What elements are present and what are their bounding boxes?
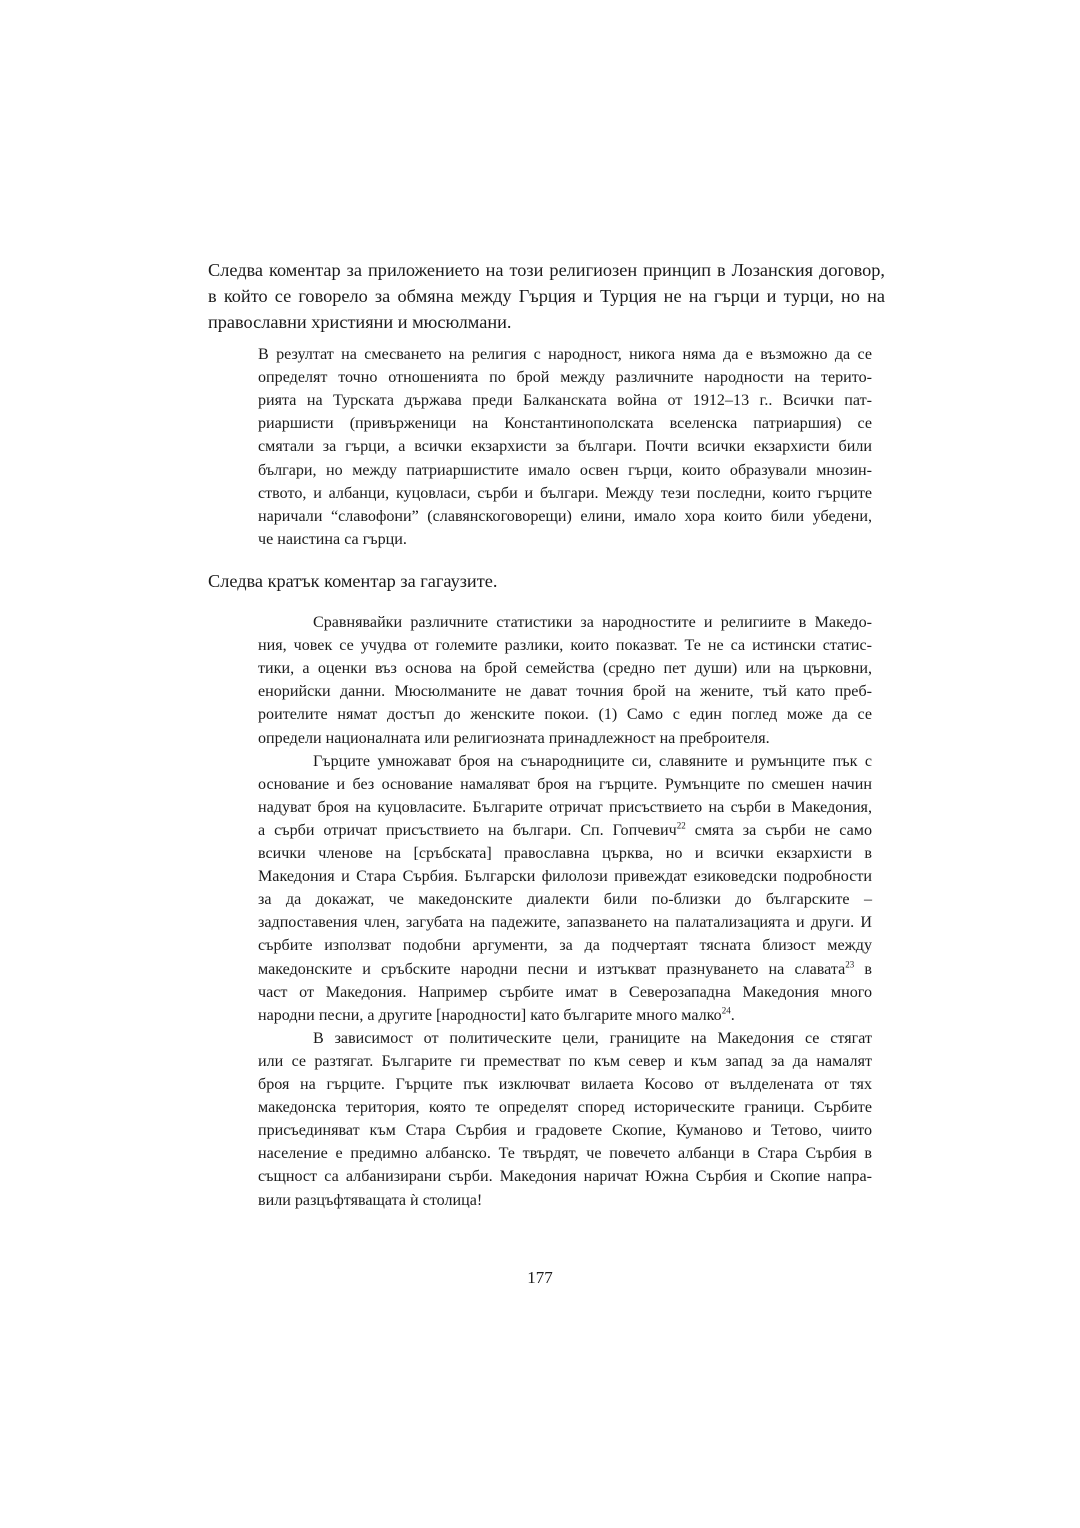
text-line (258, 819, 872, 842)
text-line: или се разтягат. Българите ги преместват по към север и към запад за да намалят (258, 1052, 872, 1070)
text-line: риаршисти (привърженици на Константинополската вселенска патриаршия) се (258, 415, 872, 433)
text-line: част от Македония. Например сърбите имат в Северозападна Македония много (258, 983, 872, 1001)
text-line: В зависимост от политическите цели, границите на Македония се стягат (313, 1029, 872, 1047)
text-segment: смята за сърби не само (685, 821, 872, 839)
text-line: че наистина са гърци. (258, 530, 407, 548)
text-line: сърбите използват подобни аргументи, за да подчертаят тясната близост между (258, 937, 872, 955)
text-line: енорийски данни. Мюсюлманите не дават точния брой на жените, тъй като преб- (258, 683, 872, 701)
footnote-marker: 23 (845, 959, 855, 970)
text-line: Следва коментар за приложението на този религиозен принцип в Лозанския договор, (208, 260, 885, 280)
text-line: население е предимно албанско. Те твърдят, че повечето албанци в Стара Сърбия в (258, 1145, 872, 1163)
text-line: тики, а оценки въз основа на брой семейства (средно пет души) или на църковни, (258, 660, 872, 678)
text-line: македонска територия, която те определят според историческите граници. Сърбите (258, 1099, 872, 1117)
text-line: българи, но между патриаршистите имало освен гърци, които образували мнозин- (258, 461, 872, 479)
text-line: определят точно отношенията по брой между различните народности на терито- (258, 369, 872, 387)
text-segment: македонските и сръбските народни песни и изтъкват празнуването на славата (258, 960, 846, 978)
footnote-marker: 24 (721, 1005, 731, 1016)
text-line: Сравнявайки различните статистики за народностите и религиите в Македо- (313, 614, 872, 631)
text-line: Македония и Стара Сърбия. Български филолози привеждат езиковедски подробности (258, 868, 872, 886)
text-line: рията на Турската държава преди Балканската война от 1912–13 г.. Всички пат- (258, 392, 872, 410)
text-segment: а сърби отричат присъствието на българи. Сп. Гопчевич (258, 821, 677, 839)
text-line: в който се говорело за обмяна между Гърция и Турция не на гърци и турци, но на (208, 286, 885, 306)
text-segment: . (730, 1006, 735, 1024)
text-line: за да докажат, че македонските диалекти били по-близки до българските – (258, 891, 872, 909)
text-line: вили разцъфтяващата ѝ столица! (258, 1191, 483, 1209)
text-line: ството, и албанци, куцовласи, сърби и българи. Между тези последни, които гърците (258, 484, 872, 502)
text-line: Следва кратък коментар за гагаузите. (208, 571, 498, 591)
text-line: присъединяват към Стара Сърбия и градовете Скопие, Куманово и Тетово, чиито (258, 1122, 872, 1140)
page-number: 177 (527, 1268, 553, 1287)
text-line: В резултат на смесването на религия с народност, никога няма да е възможно да се (258, 346, 872, 363)
text-line: определи националната или религиозната принадлежност на преброителя. (258, 729, 770, 747)
text-line (258, 1004, 872, 1027)
text-line: роителите нямат достъп до женските покои. (1) Само с един поглед може да се (258, 706, 872, 724)
text-line: задпоставения член, загубата на падежите, запазването на палатализацията и други. И (258, 914, 872, 932)
text-line: броя на гърците. Гърците пък изключват вилаета Косово от вълделената от тях (258, 1076, 872, 1093)
text-line: православни християни и мюсюлмани. (208, 312, 512, 332)
text-line: същност са албанизирани сърби. Македония наричат Южна Сърбия и Скопие напра- (258, 1168, 872, 1186)
text-segment: в (854, 960, 873, 978)
text-line: всички членове на [сръбската] православна църква, но и всички екзархисти в (258, 845, 872, 862)
text-line: Гърците умножават броя на сънародниците си, славяните и румънците пък с (313, 752, 872, 770)
text-segment: народни песни, а другите [народности] като българите много малко (258, 1006, 722, 1024)
footnote-marker: 22 (676, 820, 686, 831)
text-line: основание и без основание намаляват броя на гърците. Румънците по смешен начин (258, 775, 872, 793)
text-line: смятали за гърци, а всички екзархисти за българи. Почти всички екзархисти били (258, 438, 872, 456)
text-line: ния, човек се учудва от големите разлики, които показват. Те не са истински статис- (258, 637, 872, 655)
text-line: надуват броя на куцовласите. Българите отричат присъствието на сърби в Македония, (258, 798, 872, 816)
text-line (258, 958, 872, 981)
text-line: наричали “славофони” (славянскоговорещи) елини, имало хора които били убедени, (258, 507, 872, 525)
